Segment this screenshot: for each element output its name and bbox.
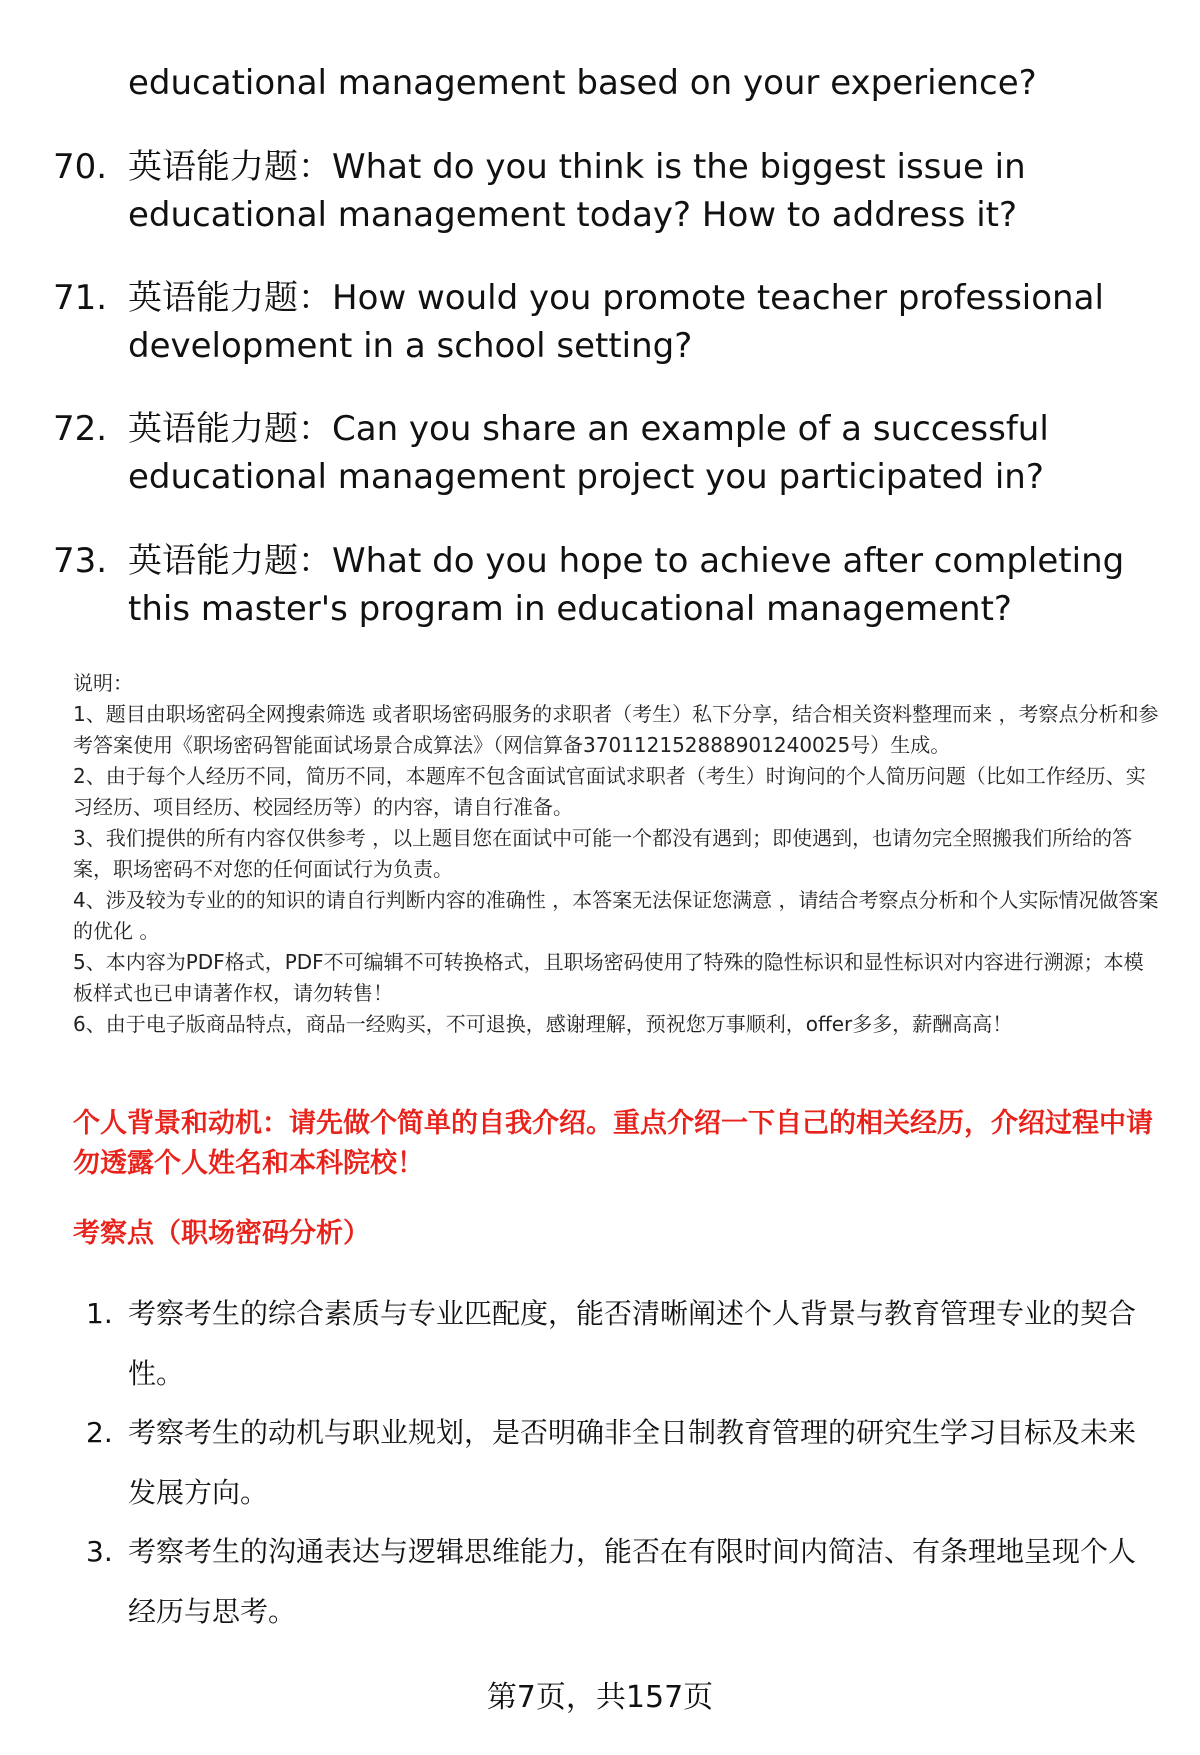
- question-text: 英语能力题：What do you hope to achieve after completing this master's program in educational management?: [128, 541, 1125, 629]
- note-item: 6、由于电子版商品特点，商品一经购买，不可退换，感谢理解，预祝您万事顺利，offer多多，薪酬高高！: [73, 1012, 1013, 1036]
- question-number: 70.: [53, 147, 108, 187]
- question-text: educational management based on your experience?: [128, 63, 1037, 103]
- question-text: 英语能力题：How would you promote teacher professional development in a school setting?: [128, 278, 1104, 366]
- note-item: 4、涉及较为专业的的知识的请自行判断内容的准确性 ，本答案无法保证您满意 ，请结合考察点分析和个人实际情况做答案的优化 。: [73, 888, 1159, 943]
- page-number: 第7页，共157页: [486, 1680, 714, 1715]
- question-number: 73.: [53, 541, 108, 581]
- item-number: 2.: [86, 1416, 113, 1449]
- analysis-heading: 考察点（职场密码分析）: [73, 1218, 370, 1249]
- question-number: 71.: [53, 278, 108, 318]
- question-text: 英语能力题：Can you share an example of a successful educational management project you participated in?: [128, 409, 1049, 497]
- item-text: 考察考生的沟通表达与逻辑思维能力，能否在有限时间内简洁、有条理地呈现个人经历与思考。: [128, 1535, 1137, 1628]
- item-number: 1.: [86, 1297, 113, 1330]
- notes-title: 说明：: [73, 671, 133, 695]
- note-item: 3、我们提供的所有内容仅供参考 ，以上题目您在面试中可能一个都没有遇到；即使遇到，也请勿完全照搬我们所给的答案，职场密码不对您的任何面试行为负责。: [73, 826, 1133, 881]
- question-text: 英语能力题：What do you think is the biggest issue in educational management today? How to address it?: [128, 147, 1026, 235]
- note-item: 5、本内容为PDF格式，PDF不可编辑不可转换格式，且职场密码使用了特殊的隐性标识和显性标识对内容进行溯源；本模板样式也已申请著作权，请勿转售！: [73, 950, 1144, 1005]
- item-number: 3.: [86, 1535, 113, 1568]
- notes-section: [73, 668, 1163, 1040]
- note-item: 1、题目由职场密码全网搜索筛选 或者职场密码服务的求职者（考生）私下分享，结合相关资料整理而来 ，考察点分析和参考答案使用《职场密码智能面试场景合成算法》（网信算备370112152888901240025号）生成。: [73, 702, 1159, 757]
- question-number: 72.: [53, 409, 108, 449]
- item-text: 考察考生的动机与职业规划，是否明确非全日制教育管理的研究生学习目标及未来发展方向。: [128, 1416, 1137, 1509]
- question-heading: 个人背景和动机：请先做个简单的自我介绍。重点介绍一下自己的相关经历，介绍过程中请勿透露个人姓名和本科院校！: [73, 1108, 1153, 1179]
- item-text: 考察考生的综合素质与专业匹配度，能否清晰阐述个人背景与教育管理专业的契合性。: [128, 1297, 1137, 1390]
- note-item: 2、由于每个人经历不同，简历不同，本题库不包含面试官面试求职者（考生）时询问的个人简历问题（比如工作经历、实习经历、项目经历、校园经历等）的内容，请自行准备。: [73, 764, 1146, 819]
